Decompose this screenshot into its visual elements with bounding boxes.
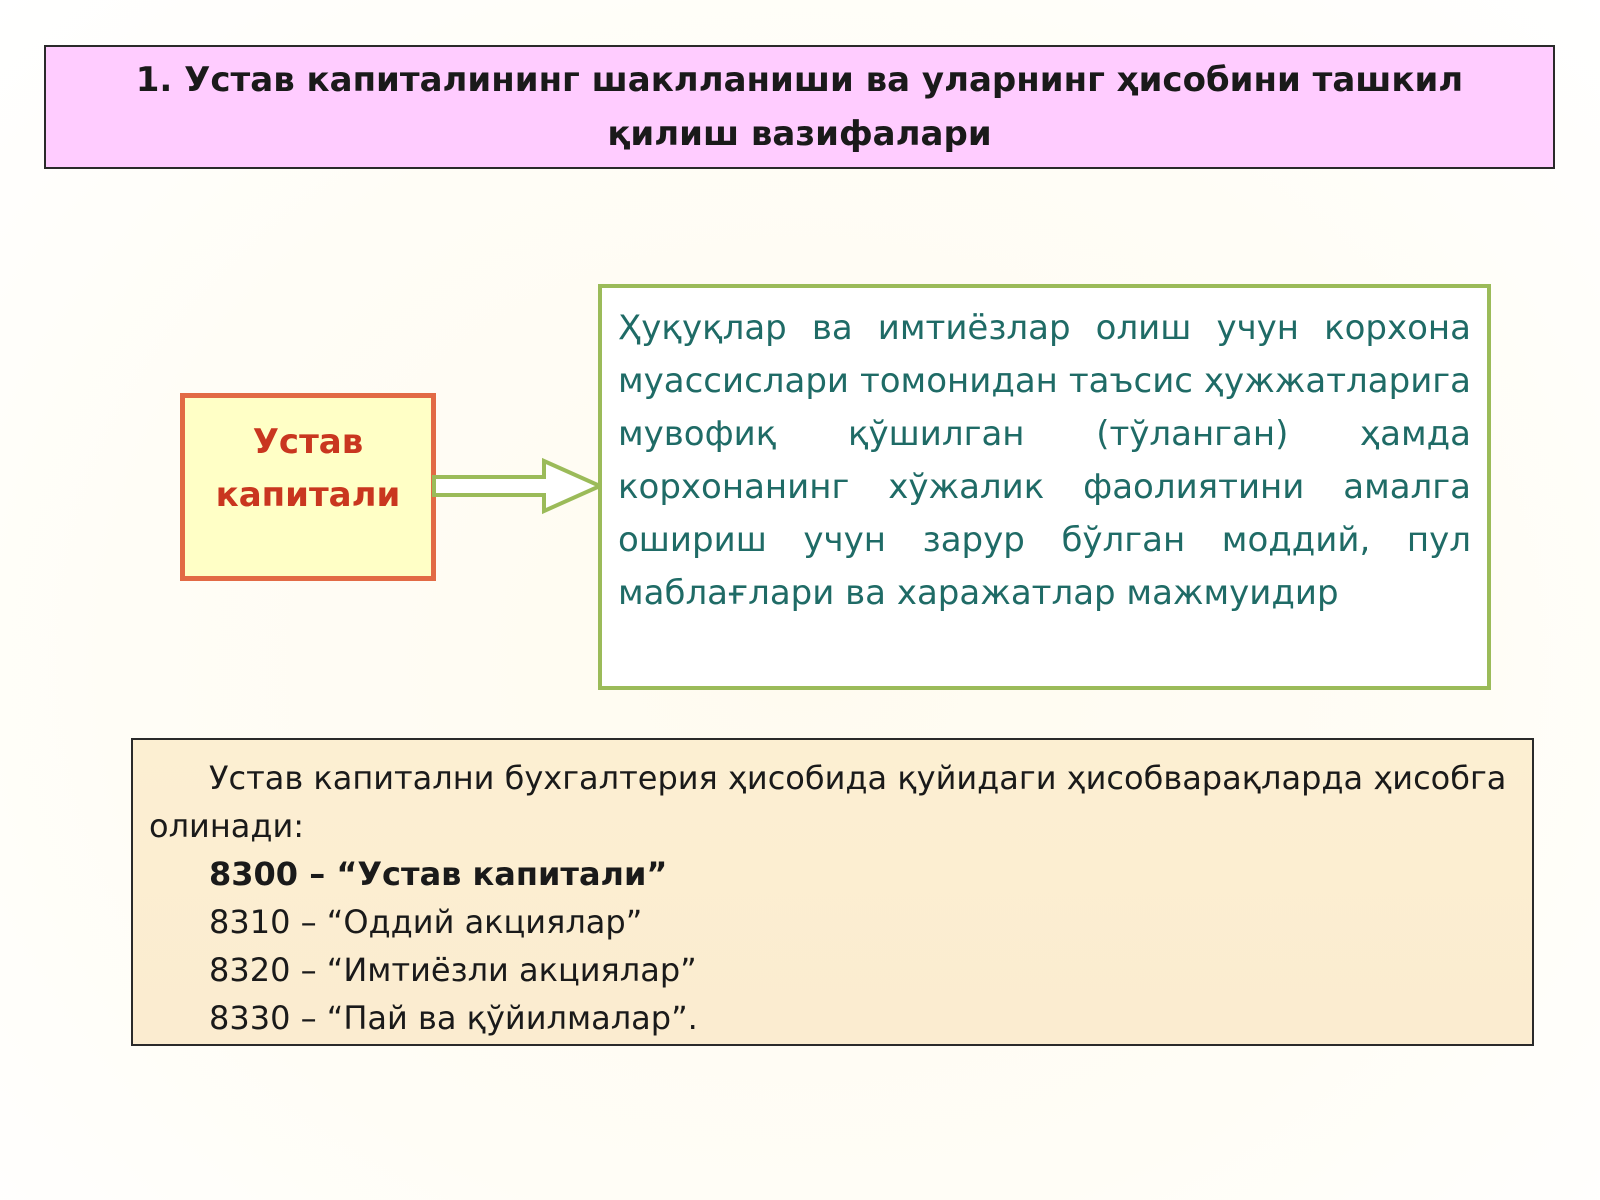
page-title: 1. Устав капиталининг шаклланиши ва уларнинг ҳисобини ташкил қилиш вазифалари [135,60,1464,154]
arrow-shape [434,461,600,511]
account-8310: 8310 – “Оддий акциялар” [209,903,643,941]
term-label: Устав капитали [215,422,401,515]
right-arrow-icon [432,458,604,514]
definition-text: Ҳуқуқлар ва имтиёзлар олиш учун корхона муассислари томонидан таъсис ҳужжатларига мувофиқ қўшилган (тўланган) ҳамда корхонанинг хўжалик фаолиятини амалга ошириш учун зарур бўлган моддий, пул маблағлари ва харажатлар мажмуидир [618,308,1471,613]
accounts-intro: Устав капитални бухгалтерия ҳисобида қуйидаги ҳисобварақларда ҳисобга олинади: [149,759,1507,845]
term-box [180,393,436,581]
accounts-box [131,738,1534,1046]
account-8330: 8330 – “Пай ва қўйилмалар”. [209,999,698,1037]
definition-box [598,284,1491,690]
account-8300: 8300 – “Устав капитали” [209,855,668,893]
title-box [44,45,1555,169]
account-8320: 8320 – “Имтиёзли акциялар” [209,951,697,989]
